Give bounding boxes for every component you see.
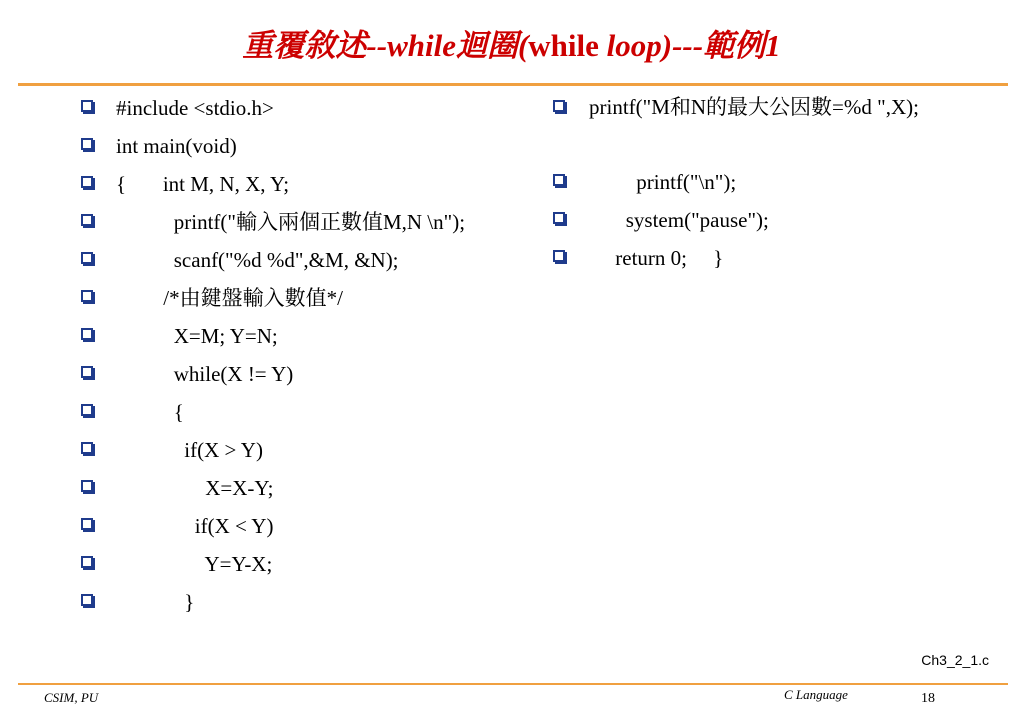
code-line [552, 167, 972, 205]
title-part-5: loop)---範例1 [606, 28, 781, 63]
code-line [80, 511, 550, 549]
square-bullet-icon [81, 214, 93, 226]
square-bullet-icon [81, 480, 93, 492]
code-line-text: if(X > Y) [116, 438, 263, 462]
code-line [80, 359, 550, 397]
code-line-text: system("pause"); [589, 208, 769, 232]
square-bullet-icon [553, 174, 565, 186]
code-line [80, 93, 550, 131]
title-part-3: 迴圈( [455, 28, 529, 63]
square-bullet-icon [553, 212, 565, 224]
code-line [80, 435, 550, 473]
title-part-1: 重覆敘述-- [242, 28, 388, 63]
title-divider [18, 83, 1008, 86]
code-line [80, 131, 550, 169]
square-bullet-icon [81, 594, 93, 606]
square-bullet-icon [81, 442, 93, 454]
square-bullet-icon [553, 250, 565, 262]
square-bullet-icon [81, 138, 93, 150]
title-part-2: while [387, 28, 456, 63]
code-line-text: #include <stdio.h> [116, 96, 274, 120]
footer-course: C Language [784, 687, 848, 702]
code-line-text: int main(void) [116, 134, 237, 158]
slide-title [0, 26, 1023, 66]
code-line [80, 549, 550, 587]
footer-divider [18, 683, 1008, 685]
code-line-text: X=X-Y; [116, 476, 274, 500]
code-line [552, 93, 972, 167]
code-line [80, 321, 550, 359]
source-filename: Ch3_2_1.c [921, 652, 989, 668]
code-line-text: { [116, 400, 184, 424]
square-bullet-icon [81, 100, 93, 112]
code-line [552, 243, 972, 281]
code-line [80, 397, 550, 435]
code-line [80, 207, 550, 245]
code-line-text: { int M, N, X, Y; [116, 172, 290, 196]
code-list-left [80, 93, 550, 625]
code-line-text: return 0; } [589, 246, 724, 270]
square-bullet-icon [81, 252, 93, 264]
code-line-text: X=M; Y=N; [116, 324, 278, 348]
code-line-text: } [116, 590, 195, 614]
square-bullet-icon [81, 366, 93, 378]
square-bullet-icon [81, 176, 93, 188]
code-line-text: while(X != Y) [116, 362, 294, 386]
square-bullet-icon [81, 556, 93, 568]
code-line [552, 205, 972, 243]
code-line [80, 283, 550, 321]
code-line-text: printf("輸入兩個正數值M,N \n"); [116, 210, 466, 234]
code-line [80, 587, 550, 625]
page-number: 18 [921, 691, 935, 706]
code-line-text: Y=Y-X; [116, 552, 273, 576]
code-line-text: printf("\n"); [589, 170, 737, 194]
code-line [80, 473, 550, 511]
square-bullet-icon [81, 404, 93, 416]
code-line-text: /*由鍵盤輸入數值*/ [116, 286, 343, 310]
title-part-4: while [528, 28, 607, 63]
code-line-text: if(X < Y) [116, 514, 274, 538]
square-bullet-icon [553, 100, 565, 112]
code-line [80, 245, 550, 283]
square-bullet-icon [81, 518, 93, 530]
code-line-text: scanf("%d %d",&M, &N); [116, 248, 399, 272]
code-line-text: printf("M和N的最大公因數=%d ",X); [589, 95, 919, 119]
footer-institution: CSIM, PU [44, 690, 99, 705]
code-line [80, 169, 550, 207]
square-bullet-icon [81, 328, 93, 340]
code-list-right [552, 93, 972, 281]
square-bullet-icon [81, 290, 93, 302]
